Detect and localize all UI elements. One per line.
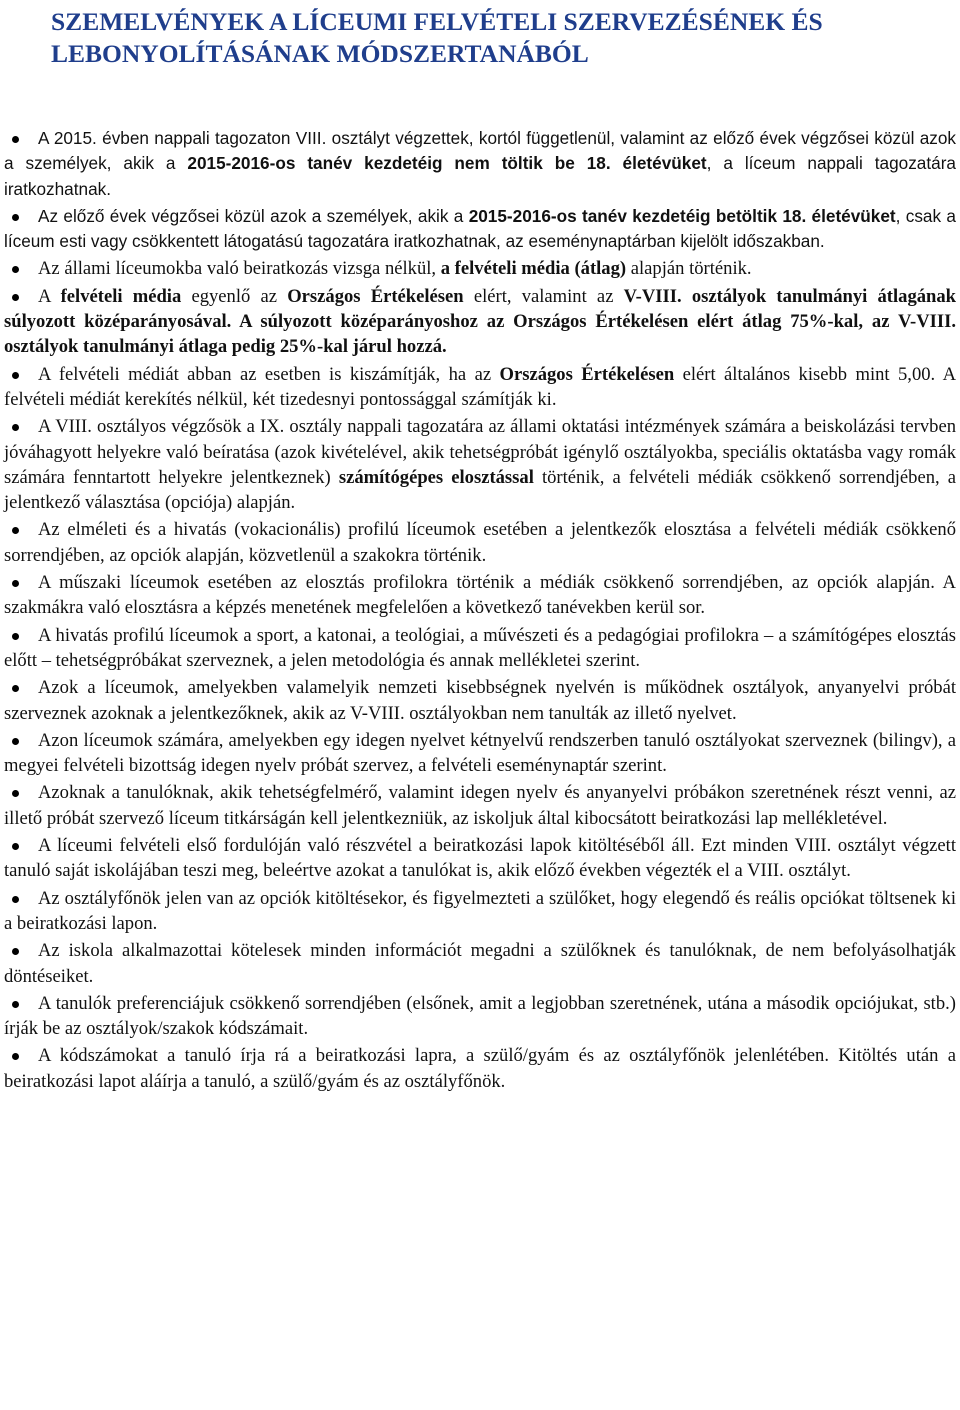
item-text: egyenlő az [181, 285, 288, 307]
emphasis-text: Országos Értékelésen [499, 363, 675, 385]
bullet-icon [12, 372, 19, 379]
bullet-icon [12, 948, 19, 955]
list-item [4, 1043, 956, 1094]
item-text: alapján történik. [626, 258, 752, 280]
item-text: A [38, 285, 61, 307]
list-item [4, 284, 956, 360]
bullet-icon [12, 294, 19, 301]
bullet-list [4, 126, 956, 1094]
item-text: , a líceum nappali tagozatára iratkozhatnak. [4, 153, 956, 199]
item-text: elért általános kisebb mint 5,00. A felvételi médiát kerekítés nélkül, két tizedesnyi pontossággal számítják ki. [4, 363, 956, 410]
item-text: Azok a líceumok, amelyekben valamelyik nemzeti kisebbségnek nyelvén is működnek osztályok, anyanyelvi próbát szerveznek azoknak a jelentkezőknek, akik az V-VIII. osztályokban nem tanulták az illető nyelvet. [4, 677, 956, 724]
item-text: történik, a felvételi médiák csökkenő sorrendjében, a jelentkező választása (opciója) alapján. [4, 466, 956, 514]
item-text: Az állami líceumokba való beiratkozás vizsga nélkül, [38, 258, 441, 280]
list-item [4, 414, 956, 515]
item-text: elért, valamint az [463, 285, 624, 307]
bullet-icon [12, 843, 19, 850]
list-item [4, 886, 956, 937]
bullet-icon [12, 214, 19, 221]
list-item [4, 204, 956, 255]
item-text: Az előző évek végzősei közül azok a személyek, akik a [38, 205, 469, 226]
item-text: Az osztályfőnök jelen van az opciók kitöltésekor, és figyelmezteti a szülőket, hogy elegendő és reális opciókat töltsenek ki a beiratkozási lapon. [4, 887, 956, 934]
bullet-icon [12, 266, 19, 273]
list-item [4, 517, 956, 568]
list-item [4, 362, 956, 413]
bullet-icon [12, 424, 19, 431]
item-text: A 2015. évben nappali tagozaton VIII. osztályt végzettek, kortól függetlenül, valamint az előző évek végzősei közül azok a személyek, akik a [4, 128, 956, 174]
item-text: A kódszámokat a tanuló írja rá a beiratkozási lapra, a szülő/gyám és az osztályfőnök jelenlétében. Kitöltés után a beiratkozási lapot aláírja a tanuló, a szülő/gyám és az osztályfőnök. [4, 1045, 956, 1092]
emphasis-text: V-VIII. osztályok tanulmányi átlagának súlyozott középarányosával. A súlyozott középarányoshoz az Országos Értékelésen elért átlag 75%-kal, az V-VIII. osztályok tanulmányi átlaga pedig 25%-kal járul hozzá. [4, 285, 957, 358]
emphasis-text: számítógépes elosztással [338, 466, 534, 488]
list-item [4, 833, 956, 884]
bullet-icon [12, 685, 19, 692]
list-item [4, 938, 956, 989]
item-text: A tanulók preferenciájuk csökkenő sorrendjében (elsőnek, amit a legjobban szeretnének, utána a második opciójukat, stb.) írják be az osztályok/szakok kódszámait. [4, 992, 956, 1040]
bullet-icon [12, 896, 19, 903]
item-text: , csak a líceum esti vagy csökkentett látogatású tagozatára iratkozhatnak, az eseménynaptárban kijelölt időszakban. [4, 205, 956, 252]
list-item [4, 728, 956, 779]
bullet-icon [12, 633, 19, 640]
bullet-icon [12, 527, 19, 534]
emphasis-text: felvételi média [60, 285, 182, 307]
emphasis-text: 2015-2016-os tanév kezdetéig nem töltik be 18. életévüket [187, 153, 707, 174]
bullet-icon [12, 136, 19, 143]
list-item [4, 570, 956, 621]
list-item [4, 126, 956, 202]
item-text: A műszaki líceumok esetében az elosztás profilokra történik a médiák csökkenő sorrendjében, az opciók alapján. A szakmákra való elosztásra a képzés menetének megfelelően a következő tanévekben kerül sor. [4, 572, 956, 619]
item-text: A líceumi felvételi első fordulóján való részvétel a beiratkozási lapok kitöltéséből áll. Ezt minden VIII. osztályt végzett tanuló saját iskolájában teszi meg, beleértve azokat a tanulókat is, akik előző években végezték el a VIII. osztályt. [4, 835, 956, 882]
list-item [4, 675, 956, 726]
page-title: SZEMELVÉNYEK A LÍCEUMI FELVÉTELI SZERVEZÉSÉNEK ÉS LEBONYOLÍTÁSÁNAK MÓDSZERTANÁBÓL [51, 7, 823, 68]
item-text: Az elméleti és a hivatás (vokacionális) profilú líceumok esetében a jelentkezők elosztása a felvételi médiák csökkenő sorrendjében, az opciók alapján, közvetlenül a szakokra történik. [4, 519, 956, 566]
bullet-icon [12, 1001, 19, 1008]
list-item [4, 991, 956, 1042]
item-text: Azoknak a tanulóknak, akik tehetségfelmérő, valamint idegen nyelv és anyanyelvi próbákon szeretnének részt venni, az illető próbát szervező líceum titkárságán kell jelentkezniük, az iskoljuk által kibocsátott beiratkozási lap mellékletével. [4, 782, 956, 829]
emphasis-text: a felvételi média (átlag) [440, 258, 627, 280]
emphasis-text: 2015-2016-os tanév kezdetéig betöltik 18. életévüket [468, 205, 896, 226]
list-item [4, 256, 956, 281]
item-text: A felvételi médiát abban az esetben is kiszámítják, ha az [38, 363, 500, 385]
item-text: A hivatás profilú líceumok a sport, a katonai, a teológiai, a művészeti és a pedagógiai profilokra – a számítógépes elosztás előtt – tehetségpróbákat szerveznek, a jelen metodológia és annak mellékletei szerint. [4, 624, 956, 671]
item-text: A VIII. osztályos végzősök a IX. osztály nappali tagozatára az állami oktatási intézmények számára a beiskolázási tervben jóváhagyott helyekre való beíratása (azok kivételével, akik tehetségpróbát igénylő osztályokba, speciális oktatásba vagy romák számára fenntartott helyekre jelentkeznek) [4, 416, 956, 488]
item-text: Az iskola alkalmazottai kötelesek minden információt megadni a szülőknek és tanulóknak, de nem befolyásolhatják döntéseiket. [4, 940, 956, 987]
emphasis-text: Országos Értékelésen [287, 285, 464, 307]
bullet-icon [12, 1053, 19, 1060]
bullet-icon [12, 738, 19, 745]
bullet-icon [12, 580, 19, 587]
item-text: Azon líceumok számára, amelyekben egy idegen nyelvet kétnyelvű rendszerben tanuló osztályokat szerveznek (bilingv), a megyei felvételi bizottság idegen nyelv próbát szervez, a felvételi eseménynaptár szerint. [4, 729, 956, 777]
list-item [4, 780, 956, 831]
bullet-icon [12, 790, 19, 797]
list-item [4, 623, 956, 674]
